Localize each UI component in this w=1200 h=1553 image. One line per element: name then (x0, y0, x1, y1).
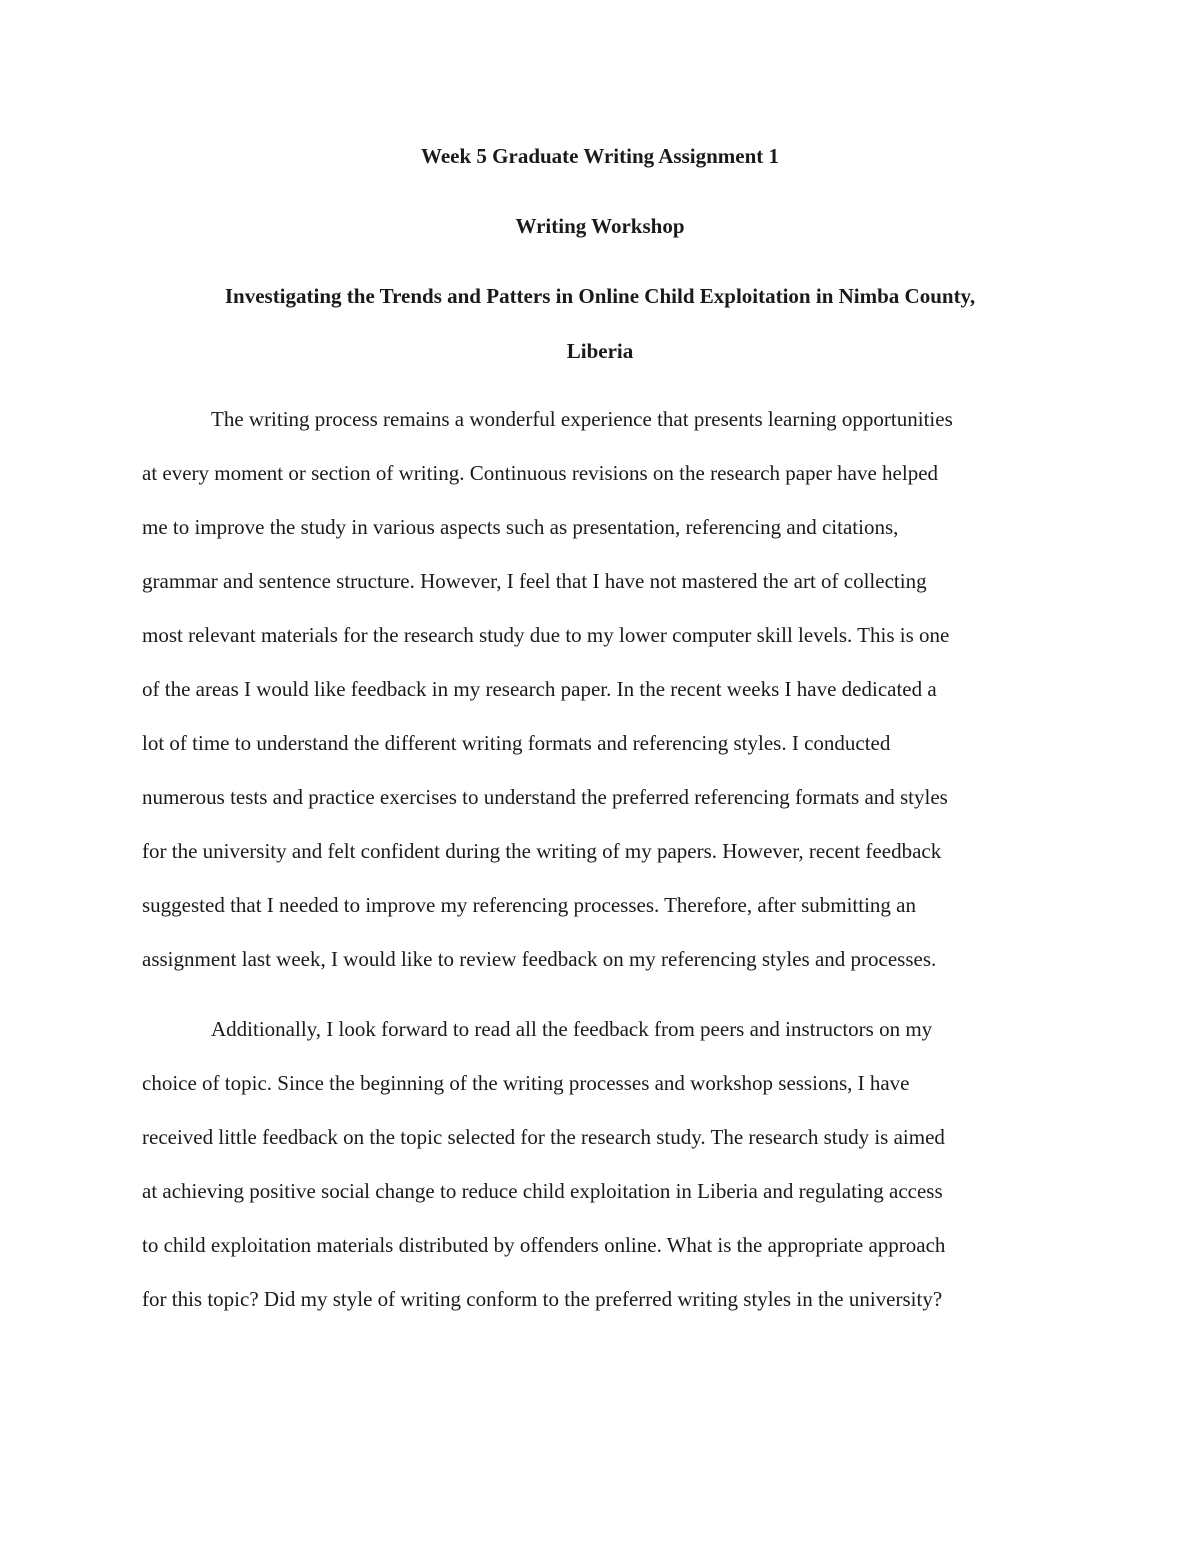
paragraph-line: for this topic? Did my style of writing conform to the preferred writing styles in the university? (142, 1287, 943, 1311)
paragraph-line: received little feedback on the topic selected for the research study. The research study is aimed (142, 1125, 945, 1149)
paragraph-line: assignment last week, I would like to review feedback on my referencing styles and processes. (142, 947, 937, 971)
paragraph-line: to child exploitation materials distributed by offenders online. What is the appropriate approach (142, 1233, 946, 1257)
paragraph-line: lot of time to understand the different writing formats and referencing styles. I conducted (142, 731, 891, 755)
paragraph-line: at every moment or section of writing. Continuous revisions on the research paper have helped (142, 461, 939, 485)
paragraph-line: numerous tests and practice exercises to understand the preferred referencing formats and styles (142, 785, 948, 809)
document-subtitle: Writing Workshop (515, 214, 685, 238)
paragraph-line: most relevant materials for the research study due to my lower computer skill levels. This is one (142, 623, 950, 647)
paragraph-line: for the university and felt confident during the writing of my papers. However, recent feedback (142, 839, 942, 863)
paragraph-line: choice of topic. Since the beginning of the writing processes and workshop sessions, I have (142, 1071, 910, 1095)
paragraph-line: suggested that I needed to improve my referencing processes. Therefore, after submitting an (142, 893, 917, 917)
document-title: Week 5 Graduate Writing Assignment 1 (421, 144, 779, 168)
paragraph-line: of the areas I would like feedback in my research paper. In the recent weeks I have dedicated a (142, 677, 937, 701)
paragraph-line: The writing process remains a wonderful experience that presents learning opportunities (211, 407, 953, 431)
paragraph-line: me to improve the study in various aspects such as presentation, referencing and citations, (142, 515, 899, 539)
topic-title-line-1: Investigating the Trends and Patters in Online Child Exploitation in Nimba County, (224, 284, 976, 308)
paragraph-line: grammar and sentence structure. However, I feel that I have not mastered the art of collecting (142, 569, 927, 593)
topic-title-line-2: Liberia (566, 339, 634, 363)
paragraph-line: Additionally, I look forward to read all the feedback from peers and instructors on my (211, 1017, 933, 1041)
paragraph-line: at achieving positive social change to reduce child exploitation in Liberia and regulating access (142, 1179, 943, 1203)
